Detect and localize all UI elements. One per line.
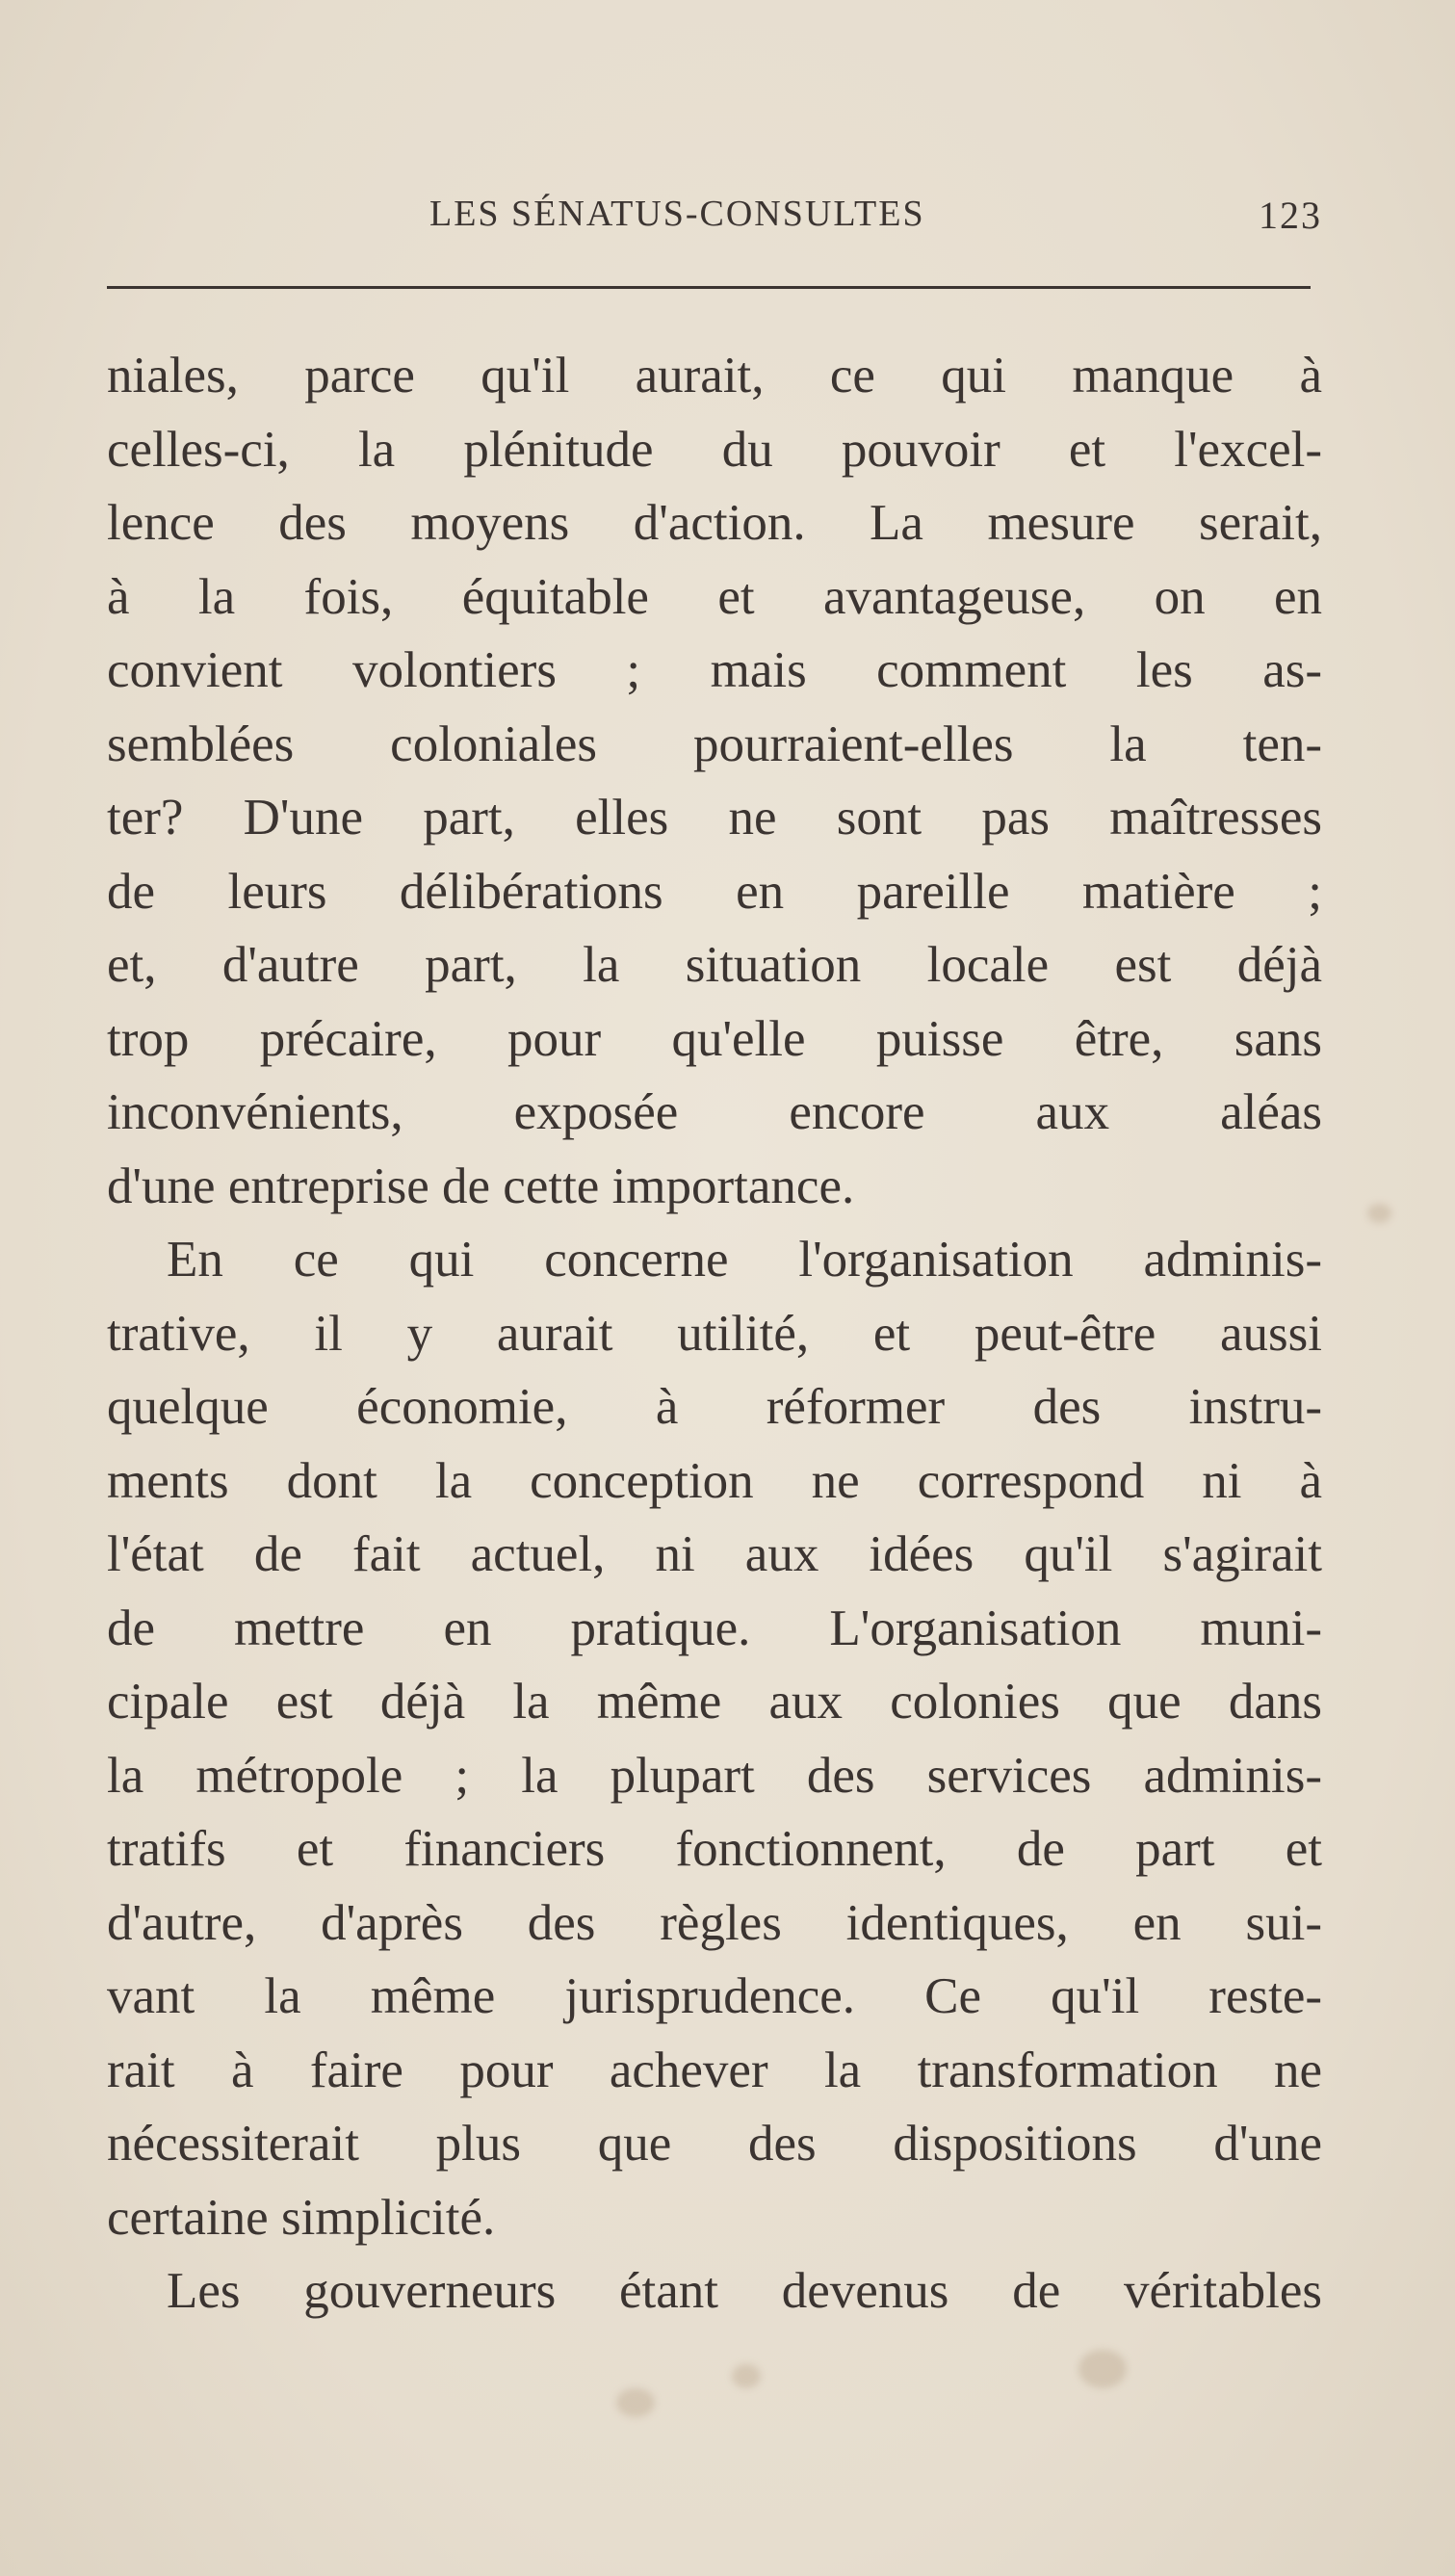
text-line: cipale est déjà la même aux colonies que dans [107,1674,1322,1730]
text-line: vant la même jurisprudence. Ce qu'il reste- [107,1968,1322,2024]
text-line: convient volontiers ; mais comment les as- [107,642,1322,698]
foxing-stain [732,2364,761,2388]
text-line: de mettre en pratique. L'organisation muni- [107,1600,1322,1656]
text-line: niales, parce qu'il aurait, ce qui manque à [107,348,1322,403]
text-line: certaine simplicité. [107,2189,496,2246]
running-header [107,193,1322,250]
text-line: ter? D'une part, elles ne sont pas maîtresses [107,790,1322,846]
foxing-stain [616,2388,655,2417]
foxing-stain [1367,1204,1391,1223]
text-line: Les gouverneurs étant devenus de véritables [167,2263,1322,2319]
text-line: à la fois, équitable et avantageuse, on en [107,568,1322,625]
text-line: lence des moyens d'action. La mesure serait, [107,495,1322,551]
header-rule [107,286,1311,289]
text-line: d'autre, d'après des règles identiques, en sui- [107,1894,1322,1951]
page-number: 123 [1259,194,1322,237]
text-line: ments dont la conception ne correspond ni à [107,1452,1322,1509]
text-line: inconvénients, exposée encore aux aléas [107,1084,1322,1140]
text-line: semblées coloniales pourraient-elles la ten- [107,716,1322,772]
text-line: l'état de fait actuel, ni aux idées qu'il s'agirait [107,1526,1322,1582]
text-line: celles-ci, la plénitude du pouvoir et l'excel- [107,421,1322,478]
text-line: nécessiterait plus que des dispositions d'une [107,2116,1322,2172]
body-text [107,339,1322,2329]
text-line: la métropole ; la plupart des services adminis- [107,1747,1322,1804]
text-line: et, d'autre part, la situation locale est déjà [107,937,1322,993]
text-line: de leurs délibérations en pareille matière ; [107,863,1322,920]
text-line: rait à faire pour achever la transformation ne [107,2042,1322,2098]
running-title: LES SÉNATUS-CONSULTES [429,194,925,234]
text-line: trative, il y aurait utilité, et peut-être aussi [107,1305,1322,1362]
foxing-stain [1078,2350,1127,2388]
text-line: quelque économie, à réformer des instru- [107,1379,1322,1435]
text-line: En ce qui concerne l'organisation adminis- [167,1232,1322,1288]
text-line: trop précaire, pour qu'elle puisse être, sans [107,1010,1322,1067]
text-line: tratifs et financiers fonctionnent, de part et [107,1821,1322,1877]
text-line: d'une entreprise de cette importance. [107,1158,855,1214]
